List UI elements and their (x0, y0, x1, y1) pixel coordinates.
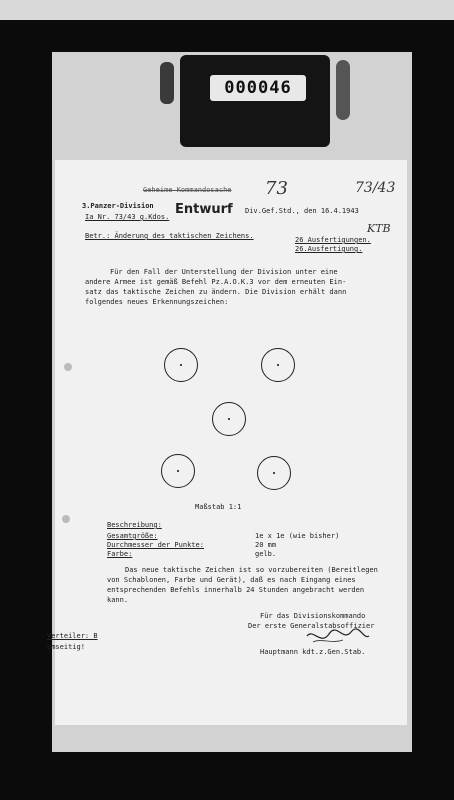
top-band (0, 0, 454, 20)
handwritten-ktb: KTB (367, 222, 391, 235)
symbol-dot (177, 470, 179, 472)
handwritten-number: 73 (265, 178, 288, 199)
body-line-2: andere Armee ist gemäß Befehl Pz.A.O.K.3 vor dem erneuten Ein- (85, 278, 347, 286)
closing-line-2: von Schablonen, Farbe und Gerät), daß es nach Eingang eines (107, 576, 356, 584)
description-value-diameter: 20 mm (255, 541, 277, 549)
closing-line-4: kann. (107, 596, 129, 604)
place-date: Div.Gef.Std., den 16.4.1943 (245, 207, 359, 215)
secret-stamp: Geheime Kommandosache (143, 186, 232, 194)
document-page (47, 160, 407, 725)
subject-line: Betr.: Änderung des taktischen Zeichens. (85, 232, 254, 240)
symbol-circle-3 (212, 402, 246, 436)
handwritten-ref: 73/43 (355, 180, 396, 196)
symbol-circle-2 (261, 348, 295, 382)
symbol-circle-1 (164, 348, 198, 382)
symbol-dot (228, 418, 230, 420)
counter-digits: 000046 (224, 78, 292, 98)
copies-total: 26 Ausfertigungen. (295, 236, 371, 244)
counter-knob-right (336, 60, 350, 120)
description-label-diameter: Durchmesser der Punkte: (107, 541, 204, 549)
closing-line-1: Das neue taktische Zeichen ist so vorzubereiten (Bereitlegen (125, 566, 378, 574)
punch-hole-bottom (62, 515, 70, 523)
division-name: 3.Panzer-Division (82, 202, 154, 210)
description-value-size: 1e x 1e (wie bisher) (255, 532, 340, 540)
signature-line-2: Der erste Generalstabsoffizier (248, 622, 375, 630)
symbol-circle-5 (257, 456, 291, 490)
punch-hole-top (64, 363, 72, 371)
draft-stamp: Entwurf (175, 202, 233, 217)
body-line-1: Für den Fall der Unterstellung der Division unter eine (110, 268, 338, 276)
symbol-dot (180, 364, 182, 366)
description-label-size: Gesamtgröße: (107, 532, 158, 540)
symbol-circle-4 (161, 454, 195, 488)
symbol-dot (277, 364, 279, 366)
signature-line-3: Hauptmann kdt.z.Gen.Stab. (260, 648, 366, 656)
symbol-dot (273, 472, 275, 474)
copy-number: 26.Ausfertigung. (295, 245, 363, 253)
signature-line-1: Für das Divisionskommando (260, 612, 366, 620)
handwritten-signature (303, 626, 373, 648)
frame-counter (180, 55, 330, 147)
description-heading: Beschreibung: (107, 521, 162, 529)
scale-label: Maßstab 1:1 (195, 503, 242, 511)
body-line-3: satz das taktische Zeichen zu ändern. Die Division erhält dann (85, 288, 347, 296)
distribution-label: Verteiler: B (47, 632, 98, 640)
distribution-note: umseitig! (47, 643, 85, 651)
body-line-4: folgendes neues Erkennungszeichen: (85, 298, 229, 306)
description-value-color: gelb. (255, 550, 277, 558)
counter-knob-left (160, 62, 174, 104)
counter-window (210, 75, 306, 101)
closing-line-3: entsprechenden Befehls innerhalb 24 Stunden angebracht werden (107, 586, 365, 594)
description-label-color: Farbe: (107, 550, 133, 558)
reference-number: Ia Nr. 73/43 g.Kdos. (85, 213, 170, 221)
